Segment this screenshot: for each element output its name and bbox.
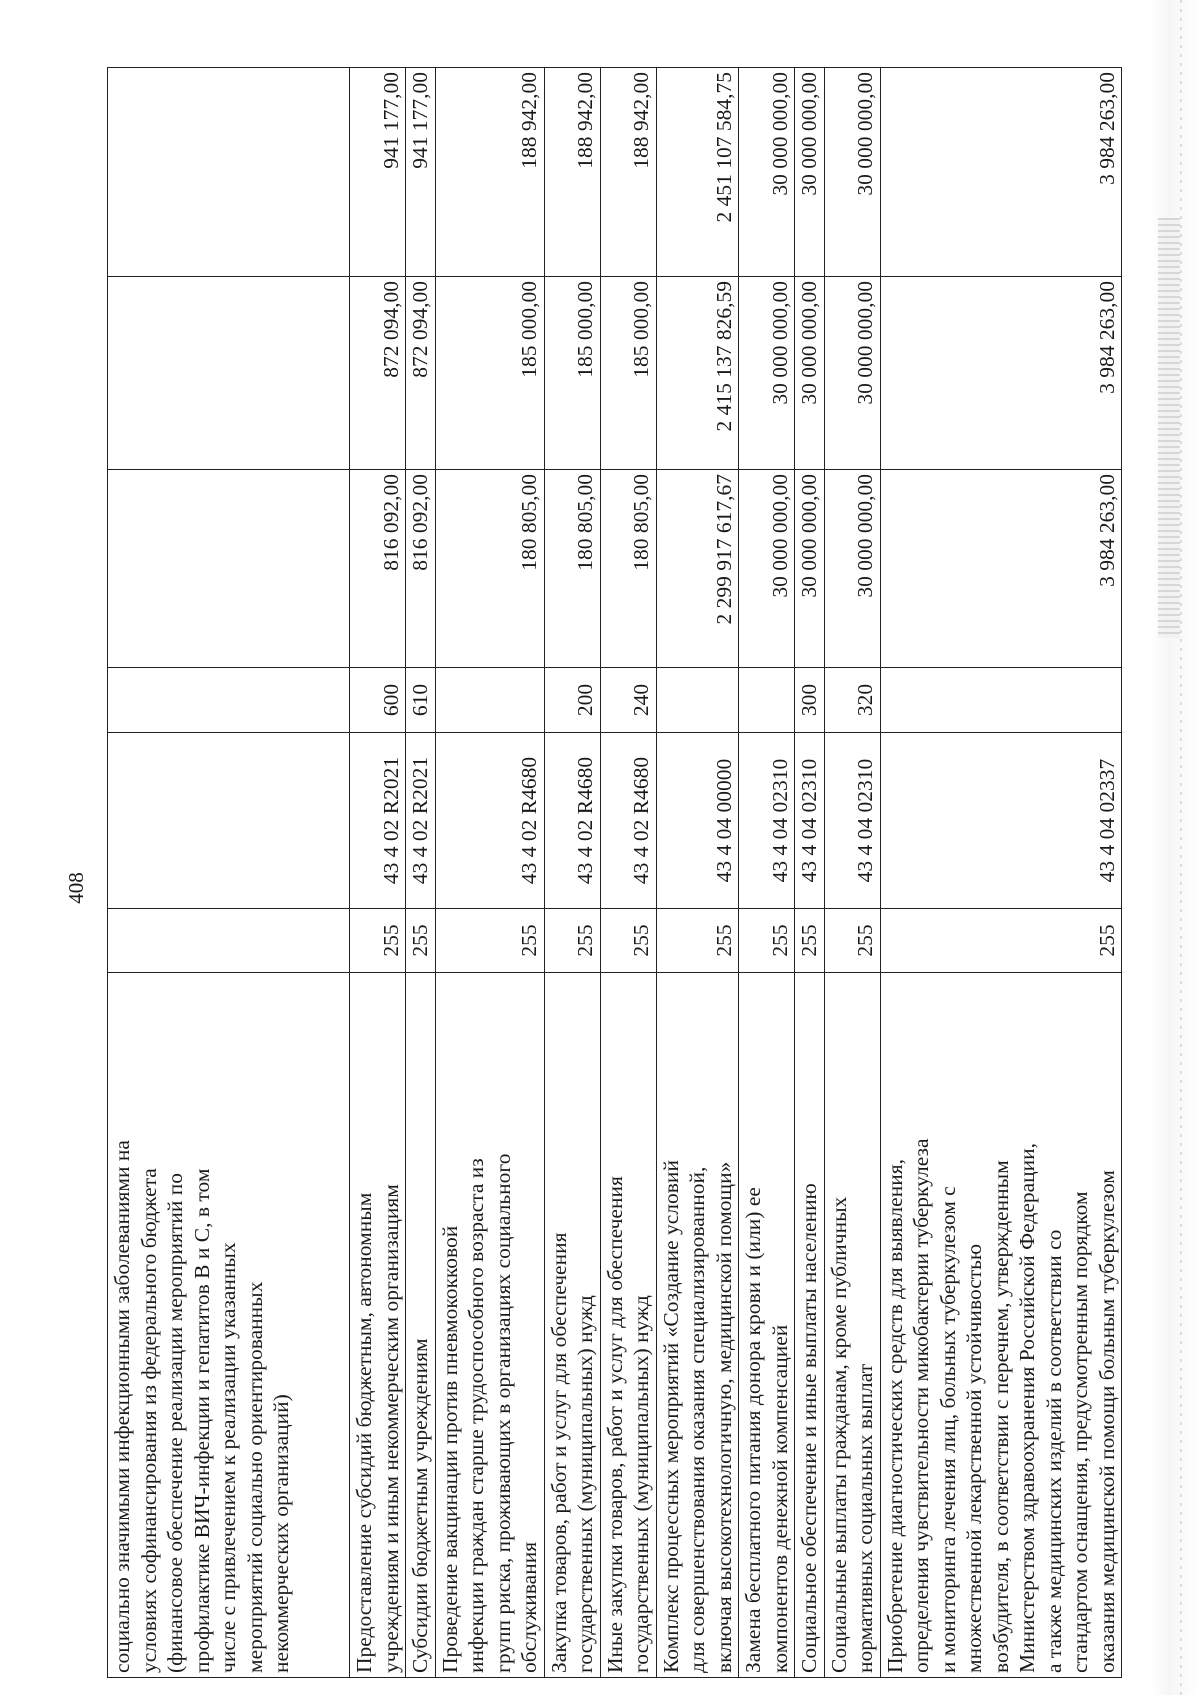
- scan-noise-artifact: [1158, 218, 1180, 638]
- table-row: [795, 68, 825, 1678]
- ministry-code-cell: 255: [435, 909, 544, 973]
- amount-year2-cell: 185 000,00: [600, 277, 656, 470]
- row-name-line: Социальные выплаты гражданам, кроме публичных: [826, 1196, 851, 1673]
- amount-year3-cell: 188 942,00: [600, 68, 656, 277]
- amount-year1-cell: 816 092,00: [406, 470, 436, 668]
- row-name-cell: [108, 973, 350, 1678]
- ministry-code-cell: 255: [350, 909, 406, 973]
- ministry-code-cell: 255: [600, 909, 656, 973]
- row-name-line: условиях софинансирования из федерального бюджета: [136, 1168, 161, 1673]
- ministry-code-cell: 255: [544, 909, 600, 973]
- row-name-cell: [350, 973, 406, 1678]
- expense-type-cell: [108, 668, 350, 733]
- table-row: [600, 68, 656, 1678]
- expense-type-cell: [880, 668, 1122, 733]
- target-article-cell: 43 4 04 02310: [824, 733, 880, 909]
- row-name-line: мероприятий социально ориентированных: [242, 1281, 267, 1673]
- page-number: 408: [64, 872, 88, 904]
- table-row: [108, 68, 350, 1678]
- row-name-line: оказания медицинской помощи больным туберкулезом: [1094, 1170, 1119, 1673]
- amount-year2-cell: 872 094,00: [350, 277, 406, 470]
- row-name-line: государственных (муниципальных) нужд: [573, 1295, 597, 1673]
- row-name-line: социально значимыми инфекционными заболеваниями на: [110, 1140, 134, 1673]
- amount-year2-cell: 30 000 000,00: [824, 277, 880, 470]
- row-name-line: множественной лекарственной устойчивостью: [962, 1243, 986, 1673]
- expense-type-cell: [435, 668, 544, 733]
- amount-year3-cell: [108, 68, 350, 277]
- target-article-cell: 43 4 04 02337: [880, 733, 1122, 909]
- amount-year1-cell: 816 092,00: [350, 470, 406, 668]
- row-name-line: обслуживания: [517, 1541, 541, 1673]
- ministry-code-cell: 255: [824, 909, 880, 973]
- expense-type-cell: 200: [544, 668, 600, 733]
- row-name-line: Закупка товаров, работ и услуг для обеспечения: [546, 1232, 571, 1673]
- row-name-line: включая высокотехнологичную, медицинской помощи»: [711, 1161, 736, 1673]
- amount-year3-cell: 30 000 000,00: [824, 68, 880, 277]
- amount-year2-cell: 30 000 000,00: [795, 277, 825, 470]
- row-name-cell: [600, 973, 656, 1678]
- table-row: [435, 68, 544, 1678]
- row-name-line: для совершенствования оказания специализированной,: [685, 1166, 709, 1673]
- table-row: [824, 68, 880, 1678]
- target-article-cell: 43 4 02 R2021: [406, 733, 436, 909]
- amount-year1-cell: 180 805,00: [544, 470, 600, 668]
- row-name-cell: [824, 973, 880, 1678]
- amount-year3-cell: 3 984 263,00: [880, 68, 1122, 277]
- amount-year1-cell: [108, 470, 350, 668]
- target-article-cell: 43 4 02 R4680: [544, 733, 600, 909]
- row-name-cell: [406, 973, 436, 1678]
- row-name-line: учреждениям и иным некоммерческим организациям: [378, 1184, 403, 1673]
- amount-year1-cell: 3 984 263,00: [880, 470, 1122, 668]
- amount-year1-cell: 30 000 000,00: [739, 470, 795, 668]
- row-name-line: стандартом оснащения, предусмотренным порядком: [1068, 1191, 1092, 1673]
- amount-year3-cell: 188 942,00: [544, 68, 600, 277]
- rotated-table-container: [107, 68, 1119, 1678]
- expense-type-cell: [739, 668, 795, 733]
- amount-year3-cell: 941 177,00: [406, 68, 436, 277]
- row-name-cell: [880, 973, 1122, 1678]
- ministry-code-cell: 255: [739, 909, 795, 973]
- budget-table: [107, 67, 1122, 1678]
- target-article-cell: 43 4 04 02310: [795, 733, 825, 909]
- row-name-cell: [739, 973, 795, 1678]
- amount-year2-cell: 185 000,00: [435, 277, 544, 470]
- expense-type-cell: 600: [350, 668, 406, 733]
- amount-year3-cell: 30 000 000,00: [739, 68, 795, 277]
- amount-year2-cell: 3 984 263,00: [880, 277, 1122, 470]
- row-name-line: Иные закупки товаров, работ и услуг для обеспечения: [602, 1176, 627, 1673]
- ministry-code-cell: 255: [880, 909, 1122, 973]
- row-name-line: компонентов денежной компенсацией: [767, 1324, 792, 1673]
- row-name-line: возбудителя, в соответствии с перечнем, утвержденным: [988, 1160, 1013, 1673]
- row-name-cell: [544, 973, 600, 1678]
- row-name-line: профилактике ВИЧ-инфекции и гепатитов В и С, в том: [189, 1168, 214, 1673]
- target-article-cell: 43 4 02 R4680: [435, 733, 544, 909]
- target-article-cell: 43 4 02 R4680: [600, 733, 656, 909]
- table-row: [544, 68, 600, 1678]
- row-name-line: Социальное обеспечение и иные выплаты населению: [797, 1183, 821, 1673]
- row-name-line: некоммерческих организаций): [269, 1394, 293, 1673]
- amount-year1-cell: 30 000 000,00: [795, 470, 825, 668]
- expense-type-cell: 300: [795, 668, 825, 733]
- amount-year1-cell: 2 299 917 617,67: [656, 470, 739, 668]
- row-name-line: нормативных социальных выплат: [853, 1363, 877, 1673]
- row-name-line: государственных (муниципальных) нужд: [629, 1295, 653, 1673]
- target-article-cell: 43 4 02 R2021: [350, 733, 406, 909]
- table-row: [880, 68, 1122, 1678]
- expense-type-cell: 320: [824, 668, 880, 733]
- expense-type-cell: [656, 668, 739, 733]
- row-name-line: определения чувствительности микобактерии туберкулеза: [909, 1138, 933, 1673]
- amount-year3-cell: 30 000 000,00: [795, 68, 825, 277]
- amount-year1-cell: 180 805,00: [600, 470, 656, 668]
- row-name-cell: [795, 973, 825, 1678]
- expense-type-cell: 610: [406, 668, 436, 733]
- row-name-line: Предоставление субсидий бюджетным, автономным: [352, 1192, 376, 1673]
- ministry-code-cell: [108, 909, 350, 973]
- row-name-line: Субсидии бюджетным учреждениям: [408, 1338, 432, 1673]
- ministry-code-cell: 255: [795, 909, 825, 973]
- budget-table-body: [108, 68, 1122, 1678]
- row-name-line: Комплекс процессных мероприятий «Создание условий: [658, 1160, 683, 1673]
- amount-year1-cell: 180 805,00: [435, 470, 544, 668]
- amount-year2-cell: 2 415 137 826,59: [656, 277, 739, 470]
- amount-year1-cell: 30 000 000,00: [824, 470, 880, 668]
- row-name-line: групп риска, проживающих в организациях социального: [490, 1153, 515, 1673]
- table-row: [739, 68, 795, 1678]
- row-name-line: числе с привлечением к реализации указанных: [216, 1242, 240, 1673]
- table-row: [406, 68, 436, 1678]
- ministry-code-cell: 255: [656, 909, 739, 973]
- ministry-code-cell: 255: [406, 909, 436, 973]
- amount-year3-cell: 188 942,00: [435, 68, 544, 277]
- row-name-cell: [656, 973, 739, 1678]
- row-name-line: Министерством здравоохранения Российской Федерации,: [1015, 1142, 1039, 1673]
- row-name-line: Проведение вакцинации против пневмококковой: [437, 1225, 462, 1673]
- target-article-cell: 43 4 04 02310: [739, 733, 795, 909]
- amount-year2-cell: 872 094,00: [406, 277, 436, 470]
- amount-year3-cell: 941 177,00: [350, 68, 406, 277]
- row-name-line: и мониторинга лечения лиц, больных туберкулезом с: [935, 1186, 960, 1673]
- target-article-cell: [108, 733, 350, 909]
- expense-type-cell: 240: [600, 668, 656, 733]
- amount-year2-cell: 185 000,00: [544, 277, 600, 470]
- table-row: [350, 68, 406, 1678]
- row-name-line: Замена бесплатного питания донора крови и (или) ее: [741, 1187, 765, 1673]
- target-article-cell: 43 4 04 00000: [656, 733, 739, 909]
- row-name-cell: [435, 973, 544, 1678]
- row-name-line: (финансовое обеспечение реализации мероприятий по: [163, 1173, 187, 1673]
- table-row: [656, 68, 739, 1678]
- amount-year2-cell: [108, 277, 350, 470]
- row-name-line: а также медицинских изделий в соответствии со: [1041, 1229, 1066, 1673]
- row-name-line: инфекции граждан старше трудоспособного возраста из: [464, 1158, 488, 1673]
- amount-year2-cell: 30 000 000,00: [739, 277, 795, 470]
- amount-year3-cell: 2 451 107 584,75: [656, 68, 739, 277]
- row-name-line: Приобретение диагностических средств для выявления,: [882, 1159, 907, 1673]
